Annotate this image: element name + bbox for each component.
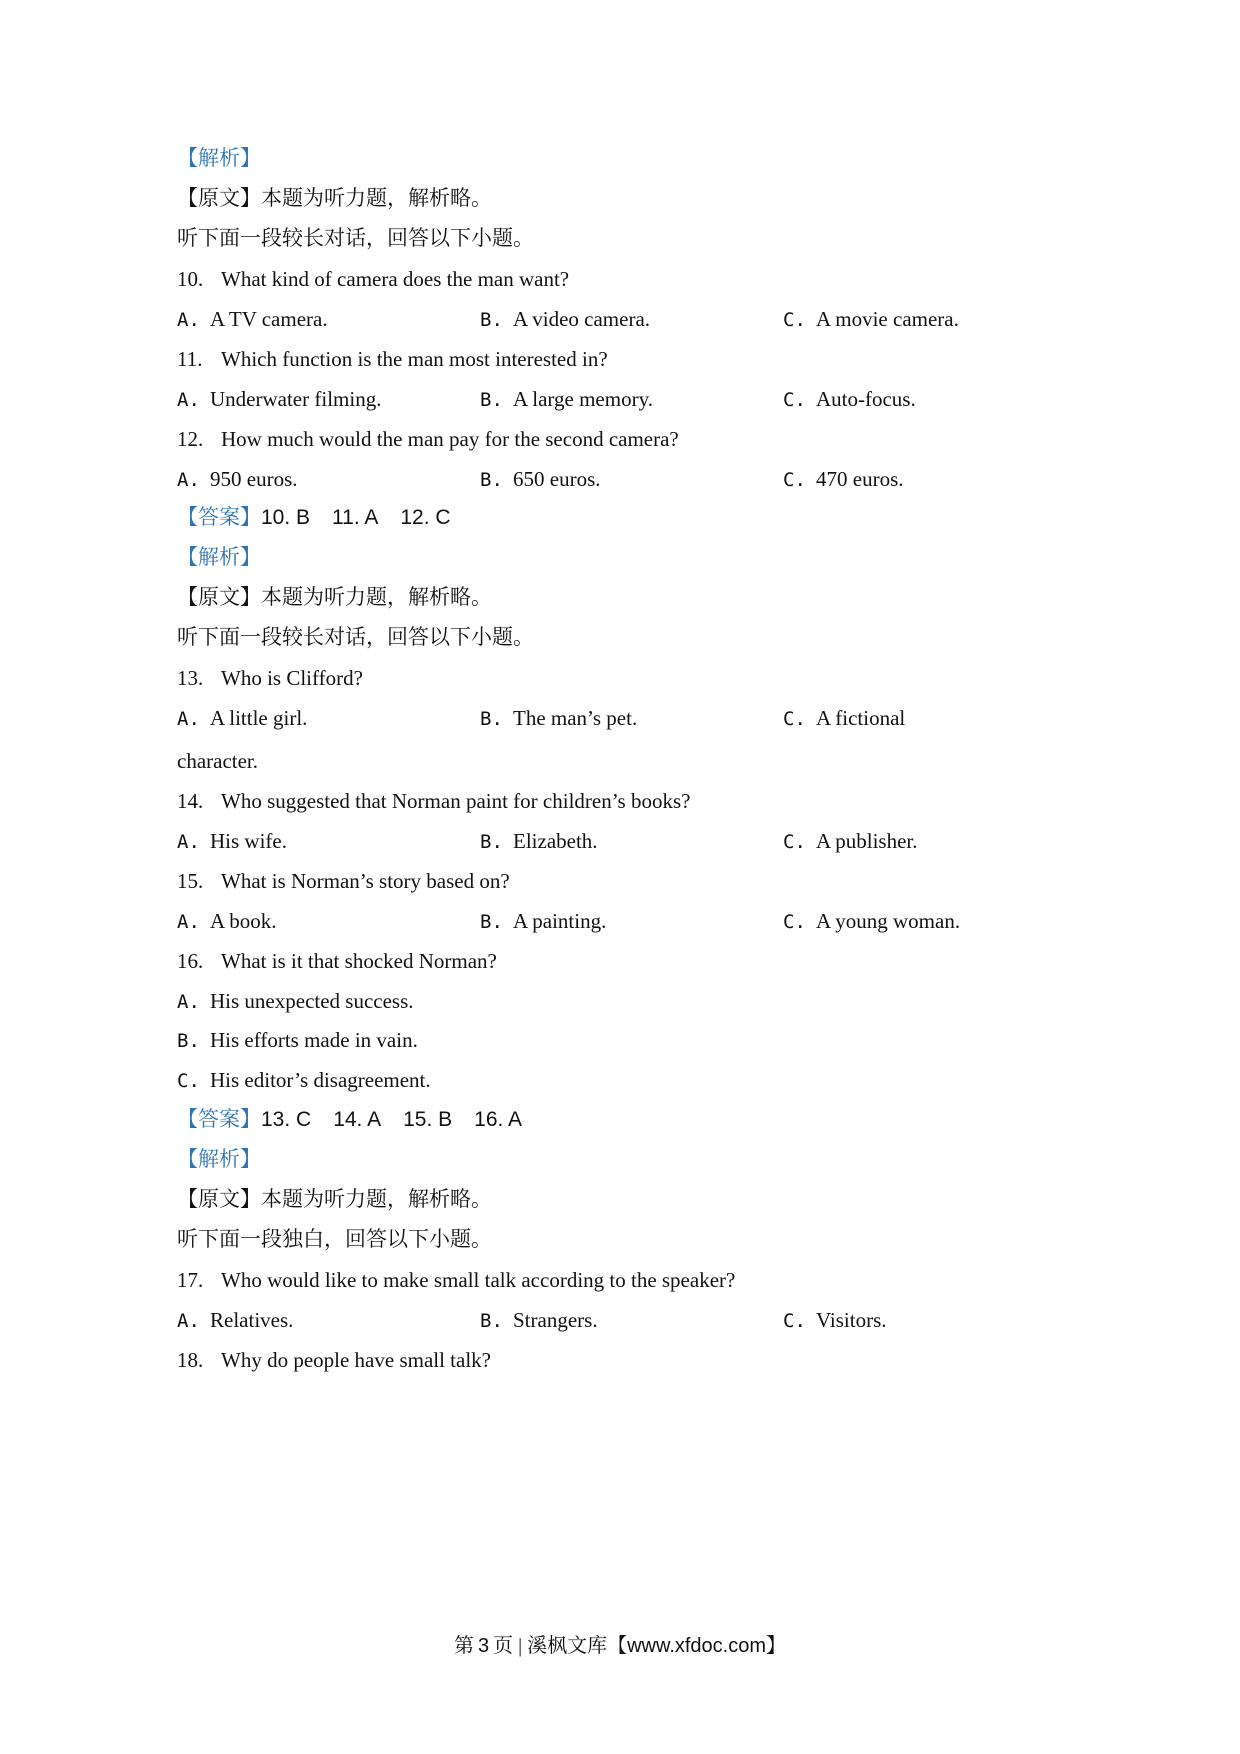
option-c: C. A movie camera.: [783, 307, 959, 331]
source-label: 【原文】: [177, 186, 261, 210]
option-c: C. A young woman.: [783, 909, 961, 933]
question-12: [177, 425, 679, 453]
footer-prefix: 第: [453, 1635, 474, 1657]
question-number: 17.: [177, 1268, 204, 1292]
question-number: 13.: [177, 666, 204, 690]
option-a: A. A TV camera.: [177, 307, 328, 331]
option-c: C. A publisher.: [783, 829, 918, 853]
answer-item: 15. B: [403, 1108, 453, 1131]
question-13: [177, 664, 363, 692]
question-text: How much would the man pay for the second camera?: [221, 427, 679, 451]
answer-line-1: [177, 503, 451, 532]
question-text: Which function is the man most interested in?: [221, 347, 608, 371]
answer-item: 12. C: [400, 506, 451, 529]
section-instruction: 听下面一段较长对话，回答以下小题。: [177, 625, 534, 649]
option-a: A. A little girl.: [177, 706, 308, 730]
source-text: 本题为听力题，解析略。: [261, 585, 492, 609]
option-b: B. Elizabeth.: [480, 829, 598, 853]
footer-suffix: 页 | 溪枫文库【: [493, 1635, 628, 1657]
option-b: B. The man’s pet.: [480, 706, 638, 730]
option-b: B. 650 euros.: [480, 467, 601, 491]
option-a: A. Relatives.: [177, 1308, 294, 1332]
question-16: [177, 947, 497, 975]
option-a: A. 950 euros.: [177, 467, 298, 491]
question-number: 10.: [177, 267, 204, 291]
option-c-continuation: character.: [177, 749, 259, 773]
question-number: 11.: [177, 347, 203, 371]
analysis-label: 【解析】: [177, 545, 261, 569]
option-a: A. His wife.: [177, 829, 287, 853]
question-text: What kind of camera does the man want?: [221, 267, 570, 291]
option-c: C. 470 euros.: [783, 467, 904, 491]
question-text: Who is Clifford?: [221, 666, 363, 690]
section-instruction: 听下面一段独白，回答以下小题。: [177, 1227, 492, 1251]
source-text-note: [177, 184, 492, 212]
footer-site-link[interactable]: www.xfdoc.com: [627, 1635, 767, 1657]
page-number: 3: [477, 1635, 490, 1657]
question-14: [177, 787, 690, 815]
source-text: 本题为听力题，解析略。: [261, 1187, 492, 1211]
option-a: A. Underwater filming.: [177, 387, 382, 411]
option-a: A. His unexpected success.: [177, 989, 414, 1013]
question-number: 12.: [177, 427, 204, 451]
answer-item: 16. A: [474, 1108, 523, 1131]
option-b: B. His efforts made in vain.: [177, 1028, 418, 1052]
source-text-note: [177, 1185, 492, 1213]
question-text: What is it that shocked Norman?: [221, 949, 497, 973]
answer-item: 13. C: [261, 1108, 312, 1131]
question-text: What is Norman’s story based on?: [221, 869, 510, 893]
option-c: C. His editor’s disagreement.: [177, 1068, 431, 1092]
question-15: [177, 867, 510, 895]
answer-line-2: [177, 1105, 522, 1134]
section-instruction: 听下面一段较长对话，回答以下小题。: [177, 226, 534, 250]
analysis-label: 【解析】: [177, 146, 261, 170]
source-text: 本题为听力题，解析略。: [261, 186, 492, 210]
answer-label: 【答案】: [177, 505, 261, 529]
option-b: B. Strangers.: [480, 1308, 598, 1332]
question-18: [177, 1346, 491, 1374]
answer-item: 10. B: [261, 506, 311, 529]
option-c: C. Auto-focus.: [783, 387, 916, 411]
question-text: Who suggested that Norman paint for children’s books?: [221, 789, 691, 813]
page-footer: [0, 1632, 1240, 1660]
question-number: 18.: [177, 1348, 204, 1372]
question-number: 14.: [177, 789, 204, 813]
source-text-note: [177, 583, 492, 611]
question-text: Who would like to make small talk according to the speaker?: [221, 1268, 736, 1292]
answer-item: 14. A: [333, 1108, 382, 1131]
question-17: [177, 1266, 735, 1294]
option-b: B. A painting.: [480, 909, 607, 933]
option-b: B. A large memory.: [480, 387, 653, 411]
answer-label: 【答案】: [177, 1107, 261, 1131]
question-text: Why do people have small talk?: [221, 1348, 491, 1372]
option-b: B. A video camera.: [480, 307, 651, 331]
source-label: 【原文】: [177, 585, 261, 609]
source-label: 【原文】: [177, 1187, 261, 1211]
option-a: A. A book.: [177, 909, 277, 933]
option-c: C. A fictional: [783, 706, 906, 730]
footer-close: 】: [766, 1635, 787, 1657]
question-number: 16.: [177, 949, 204, 973]
question-11: [177, 345, 608, 373]
question-10: [177, 265, 569, 293]
analysis-label: 【解析】: [177, 1147, 261, 1171]
option-c: C. Visitors.: [783, 1308, 887, 1332]
answer-item: 11. A: [332, 506, 379, 529]
question-number: 15.: [177, 869, 204, 893]
